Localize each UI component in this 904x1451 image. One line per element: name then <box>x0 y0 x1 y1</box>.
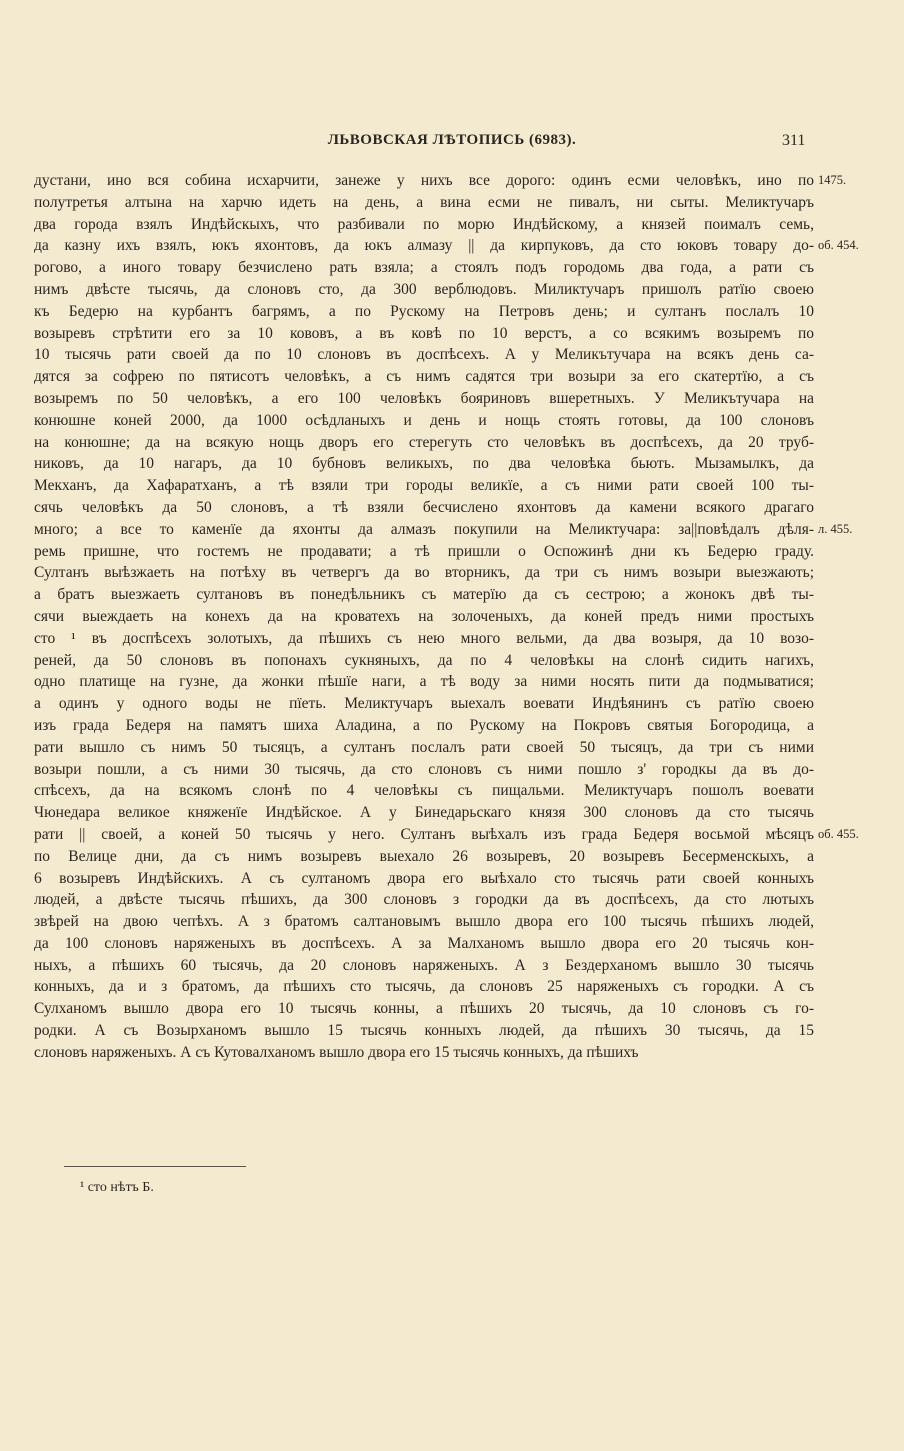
text-line: людей, а двѣсте тысячь пѣшихъ, да 300 слоновъ з городки да въ доспѣсехъ, да сто лютыхъ <box>34 891 814 909</box>
text-line: никовъ, да 10 нагаръ, да 10 бубновъ великыхъ, по два человѣка бьють. Мызамылкъ, да <box>34 455 814 473</box>
margin-note: л. 455. <box>818 521 853 536</box>
text-line: ремь пришне, что гостемъ не продавати; а тѣ пришли о Оспожинѣ дни къ Бедерю граду. <box>34 542 814 560</box>
text-line: сто ¹ въ доспѣсехъ золотыхъ, да пѣшихъ съ нею много вельми, да два возыря, да 10 возо- <box>34 629 814 647</box>
text-line: много; а все то каменїе да яхонты да алмазъ покупили на Меликтучара: за||повѣдалъ дѣля- <box>34 520 814 538</box>
text-line: сячь человѣкъ да 50 слоновъ, а тѣ взяли бесчислено яхонтовъ да камени всякого драгаго <box>34 498 814 516</box>
text-line: одно платище на гузне, да жонки пѣшїе наги, а тѣ воду за ними носять пити да подмыватися; <box>34 673 814 691</box>
text-line: да казну ихъ взялъ, юкъ яхонтовъ, да юкъ алмазу || да кирпуковъ, да сто юковъ товару до- <box>34 237 814 255</box>
text-line: возыри пошли, а съ ними 30 тысячь, да сто слоновъ съ ними пошло з' городкы да въ до- <box>34 760 814 778</box>
footnote: ¹ сто нѣтъ Б. <box>80 1180 154 1195</box>
text-line: да 100 слоновъ наряженыхъ въ доспѣсехъ. А за Малханомъ вышло двора его 20 тысячь кон- <box>34 934 814 952</box>
text-line: конюшне коней 2000, да 1000 осѣдланыхъ и день и нощь стоять готовы, да 100 слоновъ <box>34 411 814 429</box>
text-line: рати вышло съ нимъ 50 тысяцъ, а султанъ послалъ рати своей 50 тысяцъ, да три съ ними <box>34 738 814 756</box>
main-text-block <box>34 170 814 1064</box>
text-line: дятся за софрею по пятисотъ человѣкъ, а съ нимъ садятся три возыри за его скатертїю, а съ <box>34 368 814 386</box>
margin-note: об. 455. <box>818 827 859 841</box>
text-line: а братъ выезжаеть султановъ въ понедѣльникъ съ матерїю да съ сестрою; а жонокъ двѣ ты- <box>34 586 814 604</box>
text-line: нимъ двѣсте тысячь, да слоновъ сто, да 300 верблюдовъ. Миликтучаръ пришолъ ратїю своею <box>34 280 814 298</box>
margin-note: об. 454. <box>818 238 859 253</box>
text-line: спѣсехъ, да на всякомъ слонѣ по 4 человѣкы съ пищальми. Меликтучаръ пошолъ воевати <box>34 782 814 800</box>
footnote-divider <box>64 1166 246 1167</box>
text-line: изъ града Бедеря на памятъ шиха Аладина, а по Рускому на Покровъ святыя Богородица, а <box>34 716 814 734</box>
text-line: Султанъ выѣзжаеть на потѣху въ четвергъ да во вторникъ, да три съ нимъ возыри выезжають; <box>34 564 814 582</box>
text-line: ныхъ, а пѣшихъ 60 тысячь, да 20 слоновъ наряженыхъ. А з Бездерханомъ вышло 30 тысячь <box>34 956 814 974</box>
text-line: полутретья алтына на харчю идеть на день, а вина есми не пивалъ, ни сыты. Меликтучаръ <box>34 193 814 211</box>
page-number: 311 <box>782 132 806 149</box>
text-line: два города взялъ Индѣйскыхъ, что разбивали по морю Индѣйскому, а князей поималъ семь, <box>34 215 814 233</box>
text-line: возыревъ стрѣтити его за 10 кововъ, а въ ковѣ по 10 верстъ, а со всякимъ возыремъ по <box>34 324 814 342</box>
margin-note: 1475. <box>818 173 847 187</box>
text-line: на конюшне; да на всякую нощь дворъ его стерегуть сто человѣкъ въ доспѣсехъ, да 20 труб- <box>34 433 814 451</box>
text-line: а одинъ у одного воды не пїеть. Меликтучаръ выехалъ воевати Индѣянинъ съ ратїю своею <box>34 695 814 713</box>
text-line: сячи выеждаеть на конехъ да на кроватехъ на золоченыхъ, да коней предъ ними простыхъ <box>34 607 814 625</box>
text-line: звѣрей на двою чепѣхъ. А з братомъ салтановымъ вышло двора его 100 тысячь пѣшихъ людей, <box>34 913 814 931</box>
text-line: рати || своей, а коней 50 тысячь у него. Султанъ выѣхалъ изъ града Бедеря восьмой мѣсяцъ <box>34 825 814 843</box>
text-line: по Велице дни, да съ нимъ возыревъ выехало 26 возыревъ, 20 возыревъ Бесерменскыхъ, а <box>34 847 814 865</box>
text-line: конныхъ, да и з братомъ, да пѣшихъ сто тысячь, да слоновъ 25 наряженыхъ съ городки. А съ <box>34 978 814 996</box>
text-line: Сулханомъ вышло двора его 10 тысячь конны, а пѣшихъ 20 тысячь, да 10 слоновъ съ го- <box>34 1000 814 1018</box>
running-header-title: ЛЬВОВСКАЯ ЛѢТОПИСЬ (6983). <box>327 132 577 148</box>
text-line: 6 возыревъ Индѣйскихъ. А съ султаномъ двора его выѣхало сто тысячь рати своей конныхъ <box>34 869 814 887</box>
text-line: рогово, а иного товару безчислено рать взяла; а стоялъ подъ городомь два года, а рати съ <box>34 259 814 277</box>
text-line: къ Бедерю на курбантъ багрямъ, а по Рускому на Петровъ день; и султанъ послалъ 10 <box>34 302 814 320</box>
text-line: слоновъ наряженыхъ. А съ Кутовалханомъ вышло двора его 15 тысячь конныхъ, да пѣшихъ <box>34 1043 639 1061</box>
text-line: Чюнедара великое княженїе Индѣйское. А у Бинедарьскаго князя 300 слоновъ да сто тысячь <box>34 804 814 822</box>
text-line: 10 тысячь рати своей да по 10 слоновъ въ доспѣсехъ. А у Меликътучара на всякъ день са- <box>34 346 814 364</box>
text-line: Мекханъ, да Хафаратханъ, а тѣ взяли три городы великїе, а съ ними рати своей 100 ты- <box>34 477 814 495</box>
text-line: родки. А съ Возырханомъ вышло 15 тысячь конныхъ людей, да пѣшихъ 30 тысячь, да 15 <box>34 1022 814 1040</box>
text-line: дустани, ино вся собина исхарчити, занеже у нихъ все дорого: одинъ есми человѣкъ, ино по <box>34 172 814 189</box>
text-line: реней, да 50 слоновъ въ попонахъ сукняныхъ, да по 4 человѣкы на слонѣ сидить нагихъ, <box>34 651 814 669</box>
text-line: возыремъ по 50 человѣкъ, а его 100 человѣкъ бояриновъ вшеретныхъ. У Меликътучара на <box>34 389 814 407</box>
